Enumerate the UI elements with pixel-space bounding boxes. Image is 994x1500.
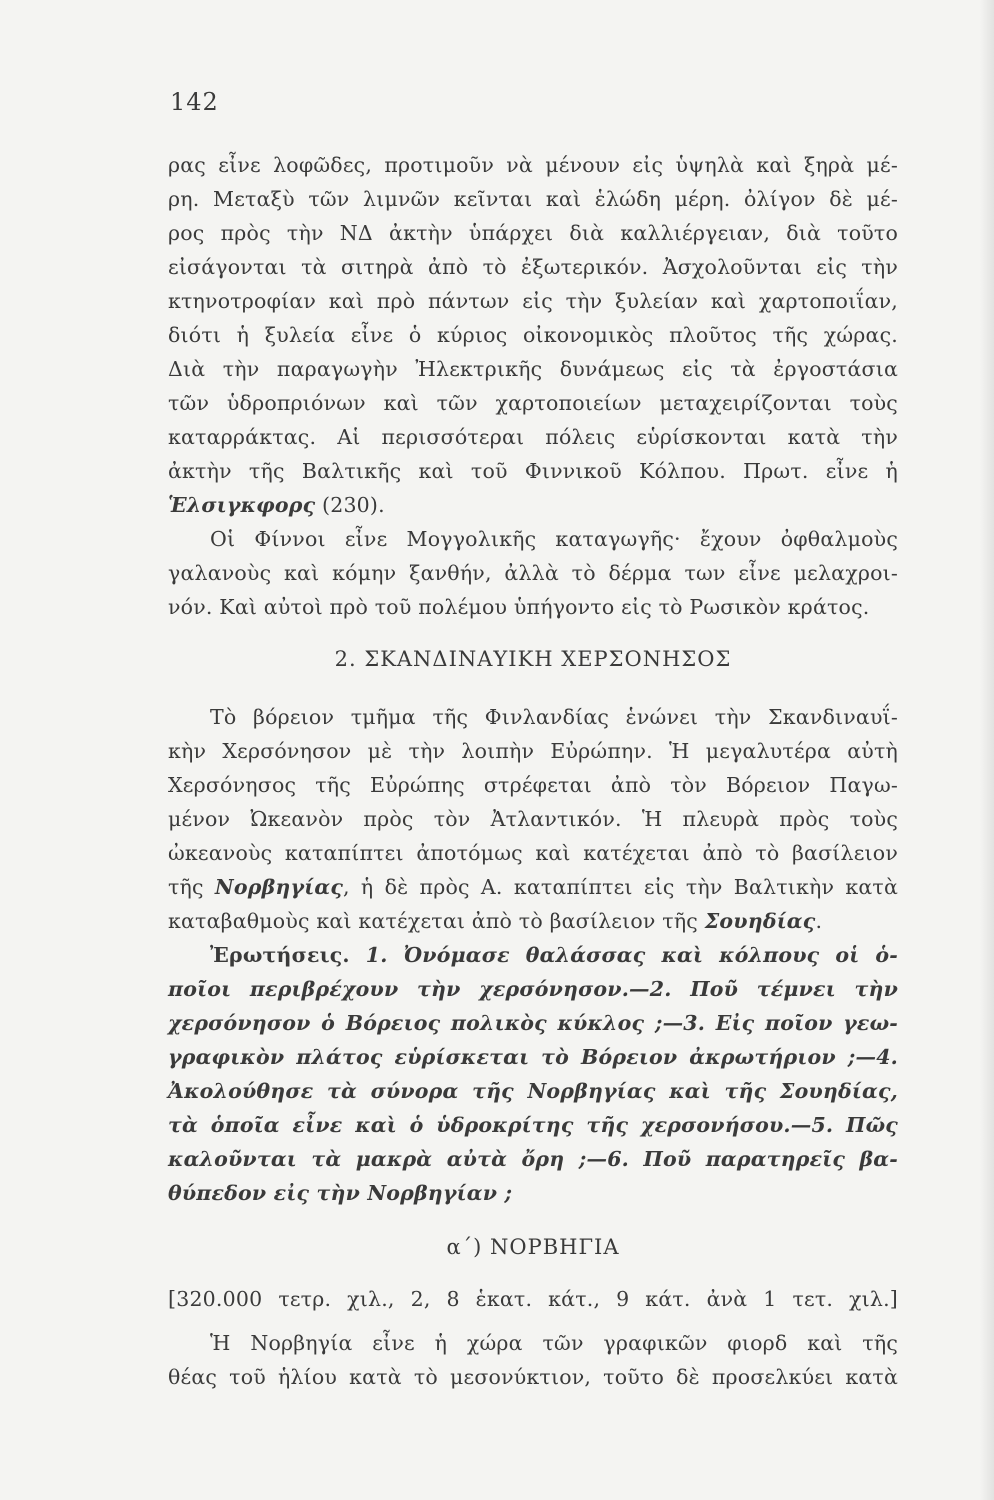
city-population: (230). xyxy=(315,493,385,517)
text-line xyxy=(168,870,898,904)
text-line: ὠκεανοὺς καταπίπτει ἀποτόμως καὶ κατέχεται ἀπὸ τὸ βασίλειον xyxy=(168,841,898,865)
text-line: κὴν Χερσόνησον μὲ τὴν λοιπὴν Εὐρώπην. Ἡ μεγαλυτέρα αὐτὴ xyxy=(168,739,898,763)
question-text: θύπεδον εἰς τὴν Νορβηγίαν ; xyxy=(168,1181,513,1205)
text-span: . xyxy=(815,909,823,933)
question-text: ποῖοι περιβρέχουν τὴν χερσόνησον.—2. Ποῦ τέμνει τὴν xyxy=(168,977,898,1001)
question-text: γραφικὸν πλάτος εὑρίσκεται τὸ Βόρειον ἀκρωτήριον ;—4. xyxy=(168,1045,898,1069)
text-line: Ἡ Νορβηγία εἶνε ἡ χώρα τῶν γραφικῶν φιορδ καὶ τῆς xyxy=(210,1331,898,1355)
city-name: Ἑλσιγκφορς xyxy=(168,493,316,517)
questions-block xyxy=(168,938,898,1210)
paragraph-finns xyxy=(168,522,898,624)
country-norway: Νορβηγίας xyxy=(214,875,343,899)
paragraph-scandinavia xyxy=(168,700,898,938)
text-line: καταρράκτας. Αἱ περισσότεραι πόλεις εὑρίσκονται κατὰ τὴν xyxy=(168,425,898,449)
text-span: τῆς xyxy=(168,875,215,899)
text-line: ρη. Μεταξὺ τῶν λιμνῶν κεῖνται καὶ ἑλώδη μέρη. ὀλίγον δὲ μέ- xyxy=(168,187,898,211)
paragraph-finland xyxy=(168,148,898,522)
text-line: θέας τοῦ ἡλίου κατὰ τὸ μεσονύκτιον, τοῦτο δὲ προσελκύει κατὰ xyxy=(168,1365,898,1389)
scan-edge-shadow xyxy=(980,0,994,1500)
paragraph-norway xyxy=(168,1326,898,1394)
body-text xyxy=(168,148,898,1394)
question-text: καλοῦνται τὰ μακρὰ αὐτὰ ὄρη ;—6. Ποῦ παρατηρεῖς βα- xyxy=(168,1147,898,1171)
country-sweden: Σουηδίας xyxy=(704,909,816,933)
question-text: τὰ ὁποῖα εἶνε καὶ ὁ ὑδροκρίτης τῆς χερσονήσου.—5. Πῶς xyxy=(168,1113,898,1137)
text-line: ρας εἶνε λοφῶδες, προτιμοῦν νὰ μένουν εἰς ὑψηλὰ καὶ ξηρὰ μέ- xyxy=(168,153,898,177)
text-line: ἀκτὴν τῆς Βαλτικῆς καὶ τοῦ Φιννικοῦ Κόλπου. Πρωτ. εἶνε ἡ xyxy=(168,459,898,483)
text-line: κτηνοτροφίαν καὶ πρὸ πάντων εἰς τὴν ξυλείαν καὶ χαρτοποιΐαν, xyxy=(168,289,898,313)
text-line xyxy=(168,938,898,972)
text-line: Οἱ Φίννοι εἶνε Μογγολικῆς καταγωγῆς· ἔχουν ὀφθαλμοὺς xyxy=(210,527,898,551)
question-text: Ἀκολούθησε τὰ σύνορα τῆς Νορβηγίας καὶ τῆς Σουηδίας, xyxy=(168,1079,898,1103)
text-span: , ἡ δὲ πρὸς Α. καταπίπτει εἰς τὴν Βαλτικὴν κατὰ xyxy=(343,875,898,899)
text-line: εἰσάγονται τὰ σιτηρὰ ἀπὸ τὸ ἐξωτερικόν. Ἀσχολοῦνται εἰς τὴν xyxy=(168,255,898,279)
text-line xyxy=(168,904,898,938)
question-text: 1. Ὀνόμασε θαλάσσας καὶ κόλπους οἱ ὁ- xyxy=(349,943,898,967)
text-span: καταβαθμοὺς καὶ κατέχεται ἀπὸ τὸ βασίλειον τῆς xyxy=(168,909,705,933)
text-line: Τὸ βόρειον τμῆμα τῆς Φινλανδίας ἑνώνει τὴν Σκανδιναυΐ- xyxy=(210,705,898,729)
text-line: μένον Ὠκεανὸν πρὸς τὸν Ἀτλαντικόν. Ἡ πλευρὰ πρὸς τοὺς xyxy=(168,807,898,831)
text-line: Χερσόνησος τῆς Εὐρώπης στρέφεται ἀπὸ τὸν Βόρειον Παγω- xyxy=(168,773,898,797)
page-number: 142 xyxy=(170,88,219,116)
section-heading: 2. ΣΚΑΝΔΙΝΑΥΙΚΗ ΧΕΡΣΟΝΗΣΟΣ xyxy=(334,647,732,671)
question-text: χερσόνησον ὁ Βόρειος πολικὸς κύκλος ;—3. Εἰς ποῖον γεω- xyxy=(168,1011,898,1035)
text-line: νόν. Καὶ αὐτοὶ πρὸ τοῦ πολέμου ὑπήγοντο εἰς τὸ Ρωσικὸν κράτος. xyxy=(168,595,870,619)
subsection-heading: α΄) ΝΟΡΒΗΓΙΑ xyxy=(446,1235,620,1259)
text-line: γαλανοὺς καὶ κόμην ξανθήν, ἀλλὰ τὸ δέρμα των εἶνε μελαχροι- xyxy=(168,561,898,585)
text-line: τῶν ὑδροπριόνων καὶ τῶν χαρτοποιείων μεταχειρίζονται τοὺς xyxy=(168,391,898,415)
text-line: ρος πρὸς τὴν ΝΔ ἀκτὴν ὑπάρχει διὰ καλλιέργειαν, διὰ τοῦτο xyxy=(168,221,898,245)
norway-stats: [320.000 τετρ. χιλ., 2, 8 ἑκατ. κάτ., 9 κάτ. ἀνὰ 1 τετ. χιλ.] xyxy=(168,1287,898,1311)
text-line xyxy=(168,488,898,522)
text-line: διότι ἡ ξυλεία εἶνε ὁ κύριος οἰκονομικὸς πλοῦτος τῆς χώρας. xyxy=(168,323,898,347)
questions-label: Ἐρωτήσεις. xyxy=(210,943,350,967)
text-line: Διὰ τὴν παραγωγὴν Ἠλεκτρικῆς δυνάμεως εἰς τὰ ἐργοστάσια xyxy=(168,357,898,381)
